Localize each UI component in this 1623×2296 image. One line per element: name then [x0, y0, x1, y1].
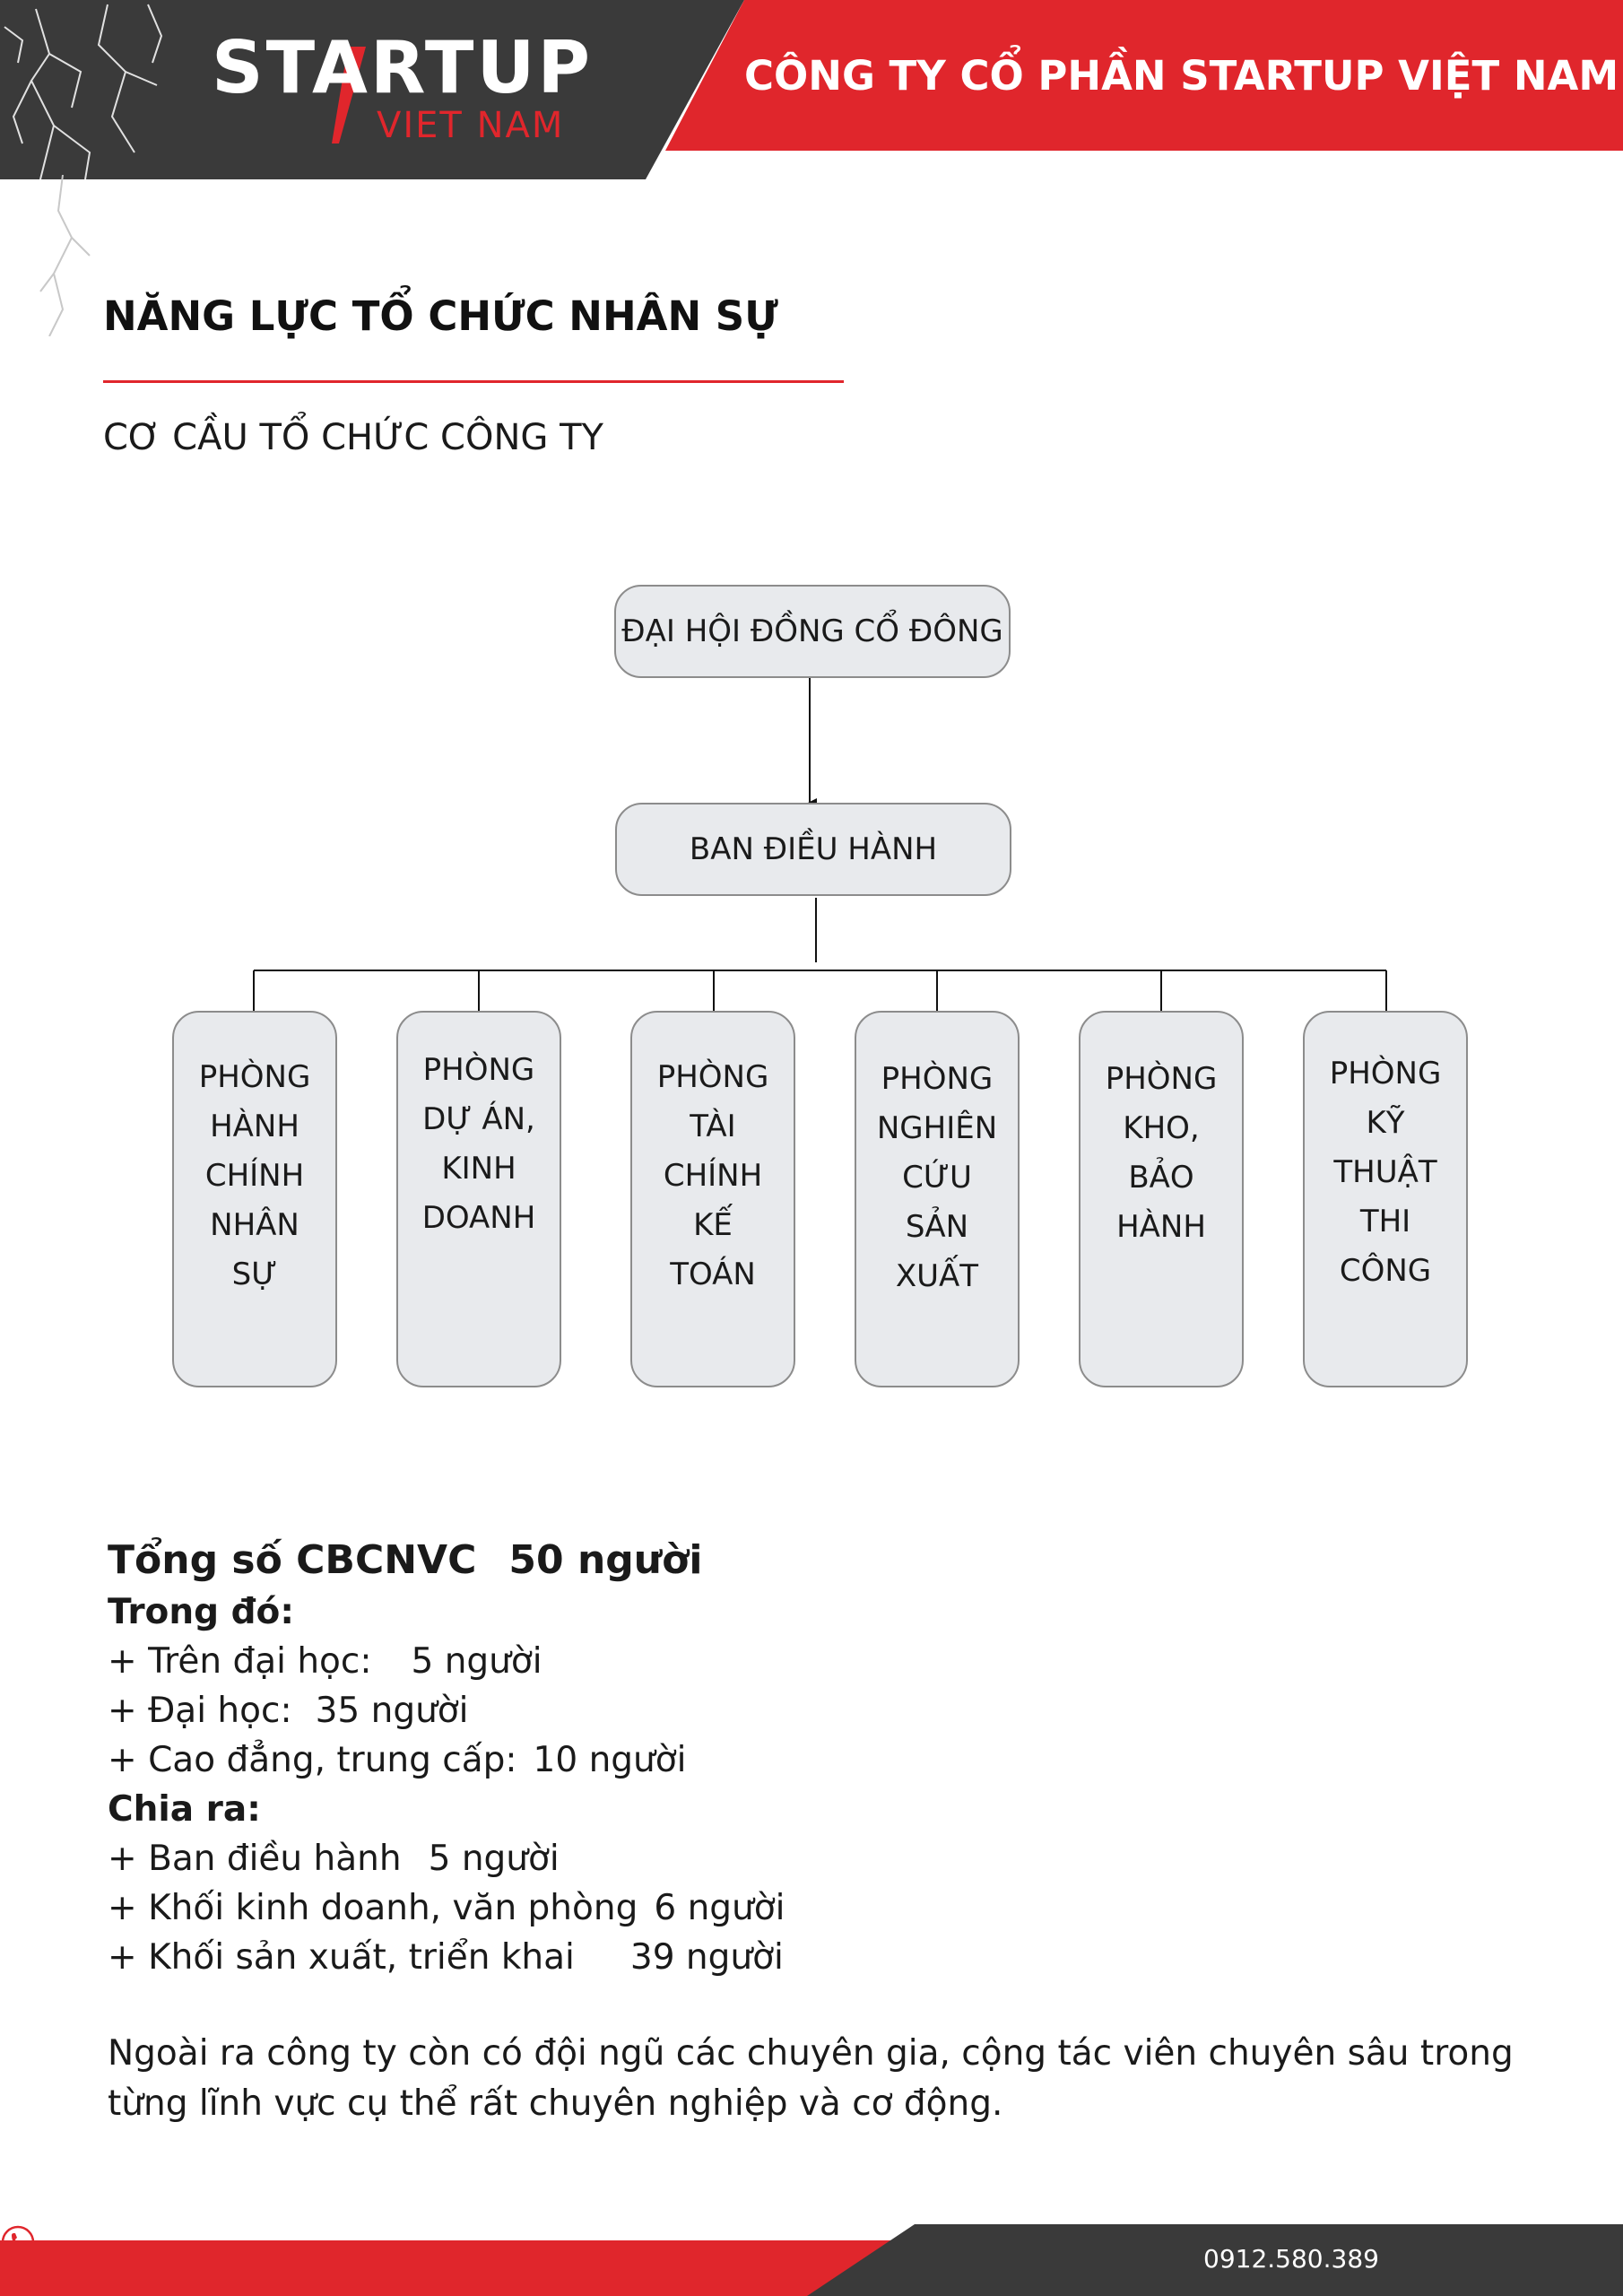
company-name: CÔNG TY CỔ PHẦN STARTUP VIỆT NAM [744, 52, 1619, 100]
dept-line: HÀNH [210, 1109, 299, 1144]
logo-wordmark: STARTUP [212, 26, 594, 109]
dept-line: CỨU [902, 1160, 972, 1196]
staff-total-label: Tổng số CBCNVC [108, 1537, 477, 1583]
dept-line: NGHIÊN [876, 1110, 998, 1146]
list-item: + Trên đại học: 5 người [108, 1641, 542, 1682]
dept-line: PHÒNG [656, 1059, 769, 1095]
list-item: + Khối kinh doanh, văn phòng 6 người [108, 1888, 785, 1928]
breakdown-heading: Trong đó: [108, 1592, 294, 1632]
footer-phone[interactable]: 0912.580.389 [1203, 2244, 1379, 2274]
dept-line: KINH [441, 1151, 516, 1187]
org-node-dept-hr [172, 1011, 337, 1387]
dept-line: SỰ [231, 1257, 278, 1292]
dept-line: SẢN [905, 1209, 969, 1245]
org-node-dept-engineering [1303, 1011, 1468, 1387]
dept-line: KỸ [1366, 1105, 1405, 1141]
dept-line: DOANH [421, 1200, 536, 1236]
list-item: + Cao đẳng, trung cấp: 10 người [108, 1740, 687, 1780]
dept-line: KẾ [693, 1207, 733, 1243]
dept-line: CHÍNH [204, 1158, 305, 1194]
dept-line: BẢO [1128, 1160, 1194, 1196]
dept-line: PHÒNG [1329, 1056, 1442, 1091]
org-node-shareholders: ĐẠI HỘI ĐỒNG CỔ ĐÔNG [614, 585, 1011, 678]
org-node-dept-finance [630, 1011, 795, 1387]
page-subtitle: CƠ CẦU TỔ CHỨC CÔNG TY [103, 417, 603, 458]
org-node-executive-board: BAN ĐIỀU HÀNH [615, 803, 1011, 896]
dept-line: HÀNH [1116, 1209, 1206, 1245]
page-title: NĂNG LỰC TỔ CHỨC NHÂN SỰ [103, 292, 778, 340]
dept-line: KHO, [1123, 1110, 1200, 1146]
staff-stats [108, 1534, 785, 1982]
list-item: + Khối sản xuất, triển khai 39 người [108, 1937, 784, 1978]
phone-icon [0, 2224, 36, 2260]
dept-line: CHÍNH [663, 1158, 763, 1194]
dept-line: DỰ ÁN, [422, 1101, 535, 1137]
dept-line: PHÒNG [1105, 1061, 1218, 1097]
org-node-dept-warehouse-warranty [1079, 1011, 1244, 1387]
note-paragraph: Ngoài ra công ty còn có đội ngũ các chuyên gia, cộng tác viên chuyên sâu trong từng lĩnh vực cụ thể rất chuyên nghiệp và cơ động. [108, 2033, 1514, 2124]
division-heading: Chia ra: [108, 1789, 261, 1830]
dept-line: NHÂN [210, 1207, 299, 1243]
dept-line: TOÁN [670, 1257, 756, 1292]
dept-line: TÀI [690, 1109, 736, 1144]
list-item: + Ban điều hành 5 người [108, 1839, 560, 1879]
dept-line: CÔNG [1339, 1253, 1432, 1289]
staff-total-value: 50 người [508, 1537, 703, 1583]
dept-line: XUẤT [895, 1258, 979, 1294]
dept-line: PHÒNG [198, 1059, 311, 1095]
org-node-dept-research-production [855, 1011, 1020, 1387]
org-node-dept-projects-sales [396, 1011, 561, 1387]
logo-subtitle: VIET NAM [377, 105, 565, 146]
staff-total [108, 1534, 785, 1587]
footer-banner [0, 2224, 1623, 2296]
dept-line: PHÒNG [422, 1052, 535, 1088]
dept-line: THI [1359, 1204, 1411, 1239]
list-item: + Đại học: 35 người [108, 1691, 469, 1731]
dept-line: THUẬT [1333, 1154, 1437, 1190]
dept-line: PHÒNG [881, 1061, 994, 1097]
page-footer [0, 2224, 1623, 2296]
